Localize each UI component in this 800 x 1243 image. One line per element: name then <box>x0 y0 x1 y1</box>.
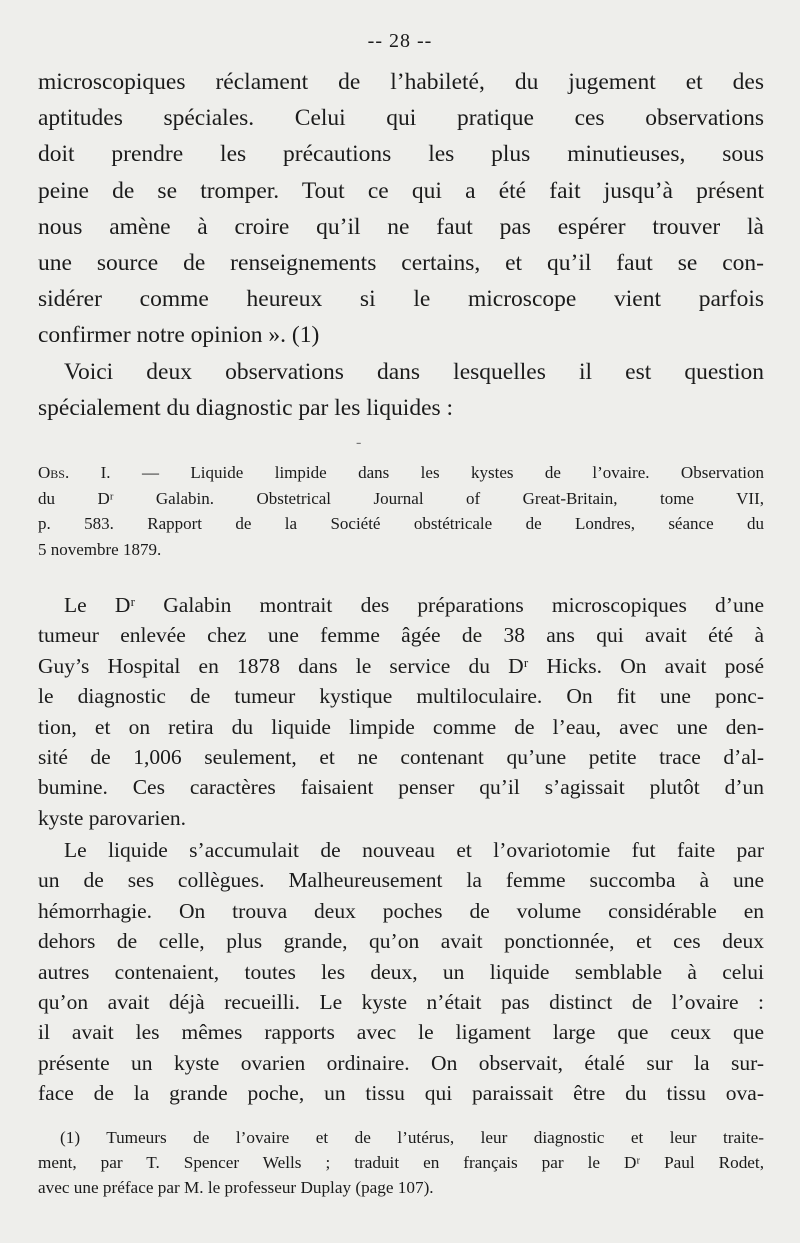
text-line: microscopiques réclament de l’habileté, du jugement et des <box>38 69 764 95</box>
text-line: sidérer comme heureux si le microscope vient parfois <box>38 286 764 313</box>
footnote-line: ment, par T. Spencer Wells ; traduit en français par le Dʳ Paul Rodet, <box>38 1153 764 1173</box>
text-line: p. 583. Rapport de la Société obstétricale de Londres, séance du <box>38 514 764 533</box>
text-line: présente un kyste ovarien ordinaire. On observait, étalé sur la sur- <box>38 1050 764 1075</box>
text-line: Guy’s Hospital en 1878 dans le service du Dʳ Hicks. On avait posé <box>38 653 764 678</box>
text-line: confirmer notre opinion ». (1) <box>38 322 320 349</box>
text-line: tumeur enlevée chez une femme âgée de 38 ans qui avait été à <box>38 623 764 648</box>
intro-text <box>38 64 764 426</box>
text-line: un de ses collègues. Malheureusement la femme succomba à une <box>38 868 764 893</box>
observation-heading <box>38 460 764 562</box>
footnote-line: (1) Tumeurs de l’ovaire et de l’utérus, leur diagnostic et leur traite- <box>60 1128 764 1147</box>
text-line: hémorrhagie. On trouva deux poches de volume considérable en <box>38 898 764 923</box>
text-line: Le Dʳ Galabin montrait des préparations microscopiques d’une <box>64 593 764 617</box>
text-line: il avait les mêmes rapports avec le ligament large que ceux que <box>38 1020 764 1045</box>
text-line: sité de 1,006 seulement, et ne contenant qu’une petite trace d’al- <box>38 745 764 770</box>
observation-label: Obs. I. — <box>38 463 159 482</box>
observation-title: Liquide limpide dans les kystes de l’ovaire. Observation <box>190 463 765 482</box>
observation-first-line <box>38 460 764 486</box>
text-line: kyste parovarien. <box>38 805 187 830</box>
text-line: qu’on avait déjà recueilli. Le kyste n’était pas distinct de l’ovaire : <box>38 990 764 1015</box>
page-number: -- 28 -- <box>367 30 433 52</box>
separator-mark: - <box>356 434 362 451</box>
text-line: dehors de celle, plus grande, qu’on avait ponctionnée, et ces deux <box>38 929 764 954</box>
text-line: du Dʳ Galabin. Obstetrical Journal of Great-Britain, tome VII, <box>38 488 764 508</box>
text-line: spécialement du diagnostic par les liquides : <box>38 394 454 421</box>
text-line: une source de renseignements certains, et qu’il faut se con- <box>38 250 764 277</box>
text-line: doit prendre les précautions les plus minutieuses, sous <box>38 141 764 168</box>
text-line: autres contenaient, toutes les deux, un liquide semblable à celui <box>38 959 764 984</box>
paragraph-2 <box>38 835 764 1109</box>
text-line: bumine. Ces caractères faisaient penser qu’il s’agissait plutôt d’un <box>38 775 764 800</box>
text-line: nous amène à croire qu’il ne faut pas espérer trouver là <box>38 213 764 240</box>
footnote-line: avec une préface par M. le professeur Duplay (page 107). <box>38 1178 434 1198</box>
text-line: peine de se tromper. Tout ce qui a été fait jusqu’à présent <box>38 177 764 204</box>
text-line: Voici deux observations dans lesquelles il est question <box>64 358 764 385</box>
text-line: face de la grande poche, un tissu qui paraissait être du tissu ova- <box>38 1081 764 1106</box>
footnote <box>38 1125 764 1201</box>
text-line: Le liquide s’accumulait de nouveau et l’ovariotomie fut faite par <box>64 838 764 862</box>
paragraph-1 <box>38 590 764 833</box>
text-line: le diagnostic de tumeur kystique multiloculaire. On fit une ponc- <box>38 684 764 709</box>
text-line: 5 novembre 1879. <box>38 539 162 559</box>
text-line: aptitudes spéciales. Celui qui pratique ces observations <box>38 105 764 132</box>
text-line: tion, et on retira du liquide limpide comme de l’eau, avec une den- <box>38 714 764 739</box>
